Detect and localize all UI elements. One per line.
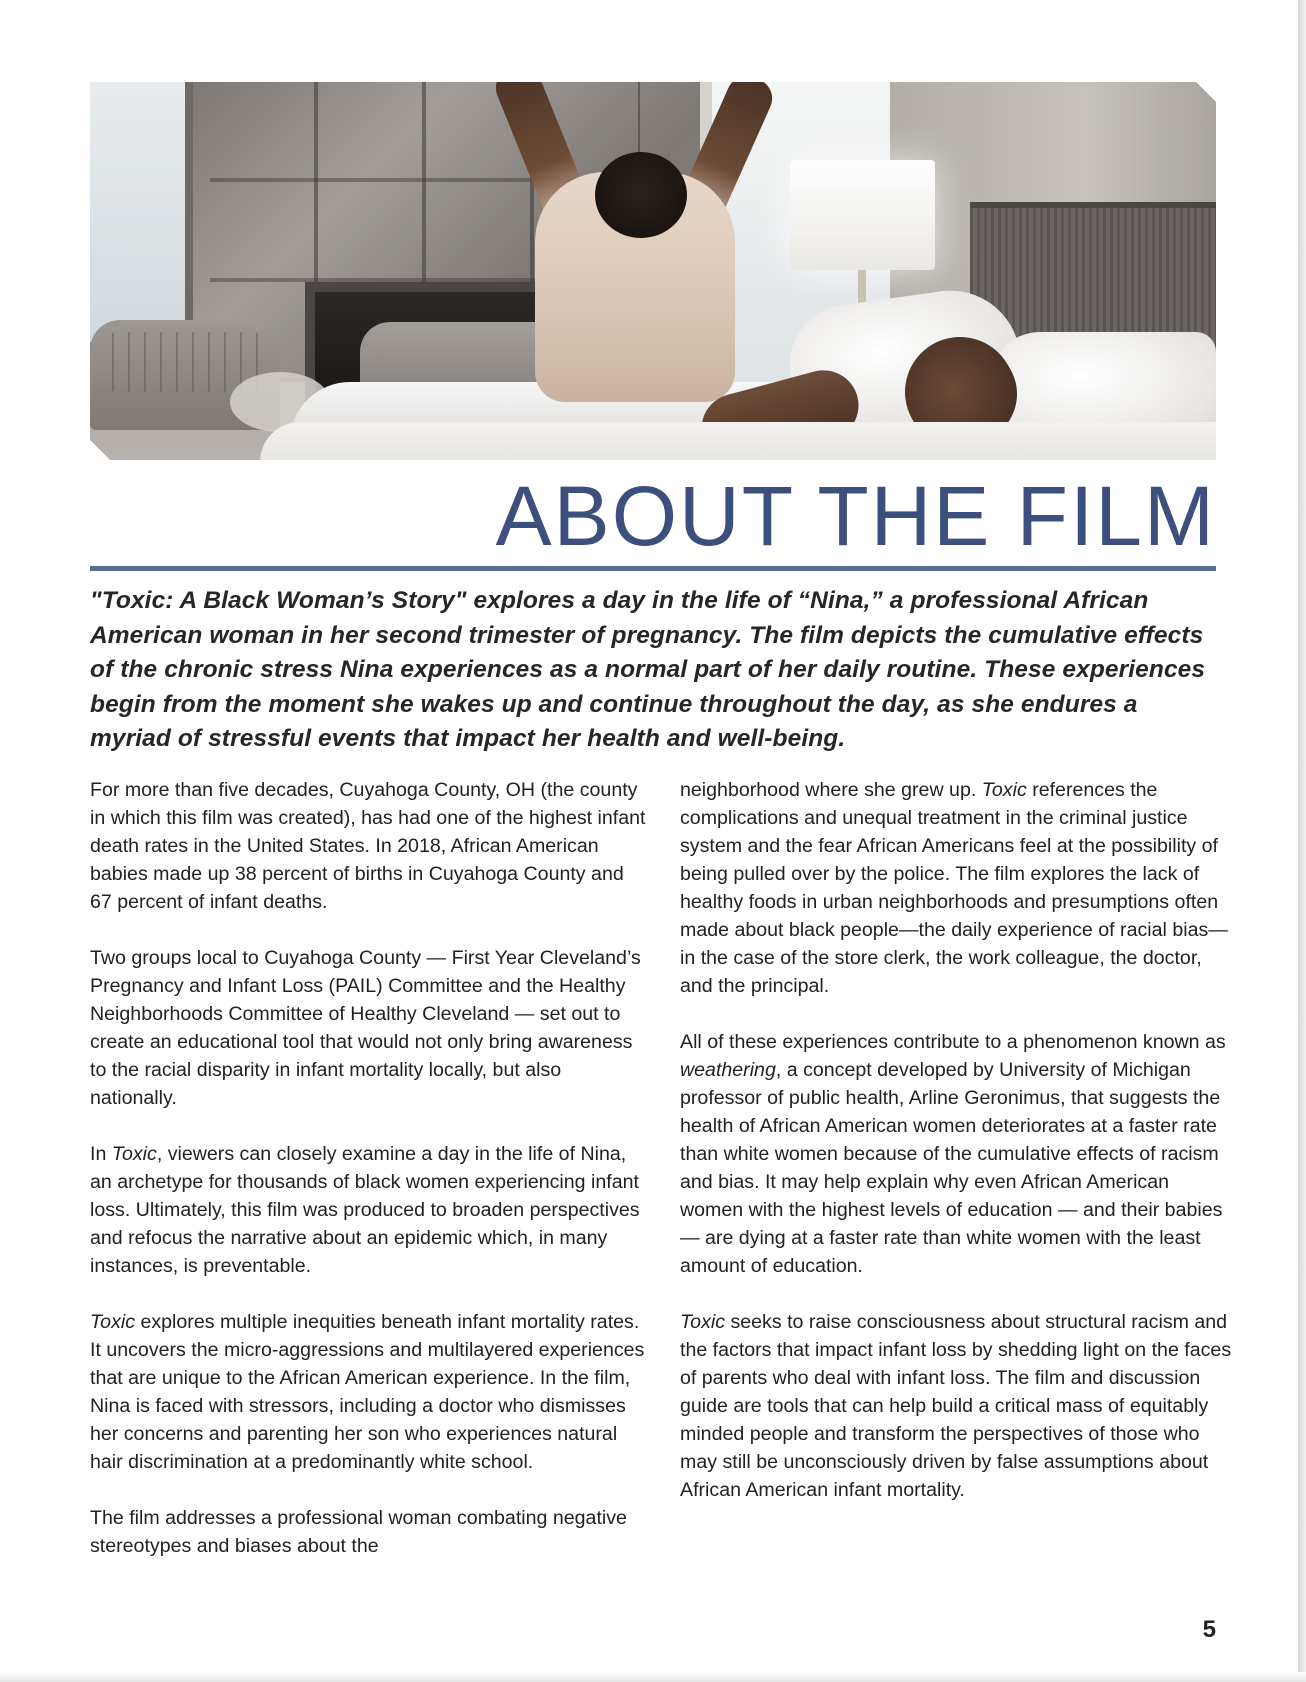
- film-title-italic: Toxic: [90, 1311, 136, 1333]
- text-run: , a concept developed by University of Michigan professor of public health, Arline Geronimus, that suggests the health of African American women deteriorates at a faster rate than white women because of the cumulative effects of racism and bias. It may help explain why even African American women with the highest levels of education — and their babies — are dying at a faster rate than white women with the least amount of education.: [680, 1059, 1223, 1277]
- right-paragraph-2: [680, 1028, 1236, 1280]
- hero-lamp-shade: [790, 160, 935, 270]
- hero-window-left: [90, 82, 193, 342]
- left-paragraph-2: Two groups local to Cuyahoga County — First Year Cleveland’s Pregnancy and Infant Loss (PAIL) Committee and the Healthy Neighborhoods Committee of Healthy Cleveland — set out to create an educational tool that would not only bring awareness to the racial disparity in infant mortality locally, but also nationally.: [90, 947, 641, 1109]
- page-title: ABOUT THE FILM: [495, 469, 1216, 563]
- page-edge-shadow: [1298, 0, 1306, 1682]
- left-paragraph-5: The film addresses a professional woman combating negative stereotypes and biases about the: [90, 1507, 627, 1557]
- text-run: All of these experiences contribute to a phenomenon known as: [680, 1031, 1226, 1053]
- text-run: neighborhood where she grew up.: [680, 779, 982, 801]
- page-number: 5: [1202, 1616, 1216, 1643]
- left-column: [90, 776, 650, 1588]
- page-bottom-shadow: [0, 1672, 1306, 1682]
- left-paragraph-4: [90, 1308, 650, 1476]
- text-run: , viewers can closely examine a day in the life of Nina, an archetype for thousands of black women experiencing infant loss. Ultimately, this film was produced to broaden perspectives and refocus the narrative about an epidemic which, in many instances, is preventable.: [90, 1143, 640, 1277]
- text-run: references the complications and unequal treatment in the criminal justice system and the fear African Americans feel at the possibility of being pulled over by the police. The film explores the lack of healthy foods in urban neighborhoods and presumptions often made about black people—the daily experience of racial bias—in the case of the store clerk, the work colleague, the doctor, and the principal.: [680, 779, 1228, 997]
- hero-sheet: [260, 422, 1216, 460]
- film-title-italic: Toxic: [981, 779, 1027, 801]
- right-paragraph-3: [680, 1308, 1236, 1504]
- right-paragraph-1: [680, 776, 1236, 1000]
- hero-woman-head: [595, 152, 687, 238]
- film-title-italic: Toxic: [111, 1143, 157, 1165]
- text-run: In: [90, 1143, 112, 1165]
- right-column: [680, 776, 1236, 1532]
- hero-image: [90, 82, 1216, 460]
- intro-paragraph: "Toxic: A Black Woman’s Story" explores a day in the life of “Nina,” a professional African American woman in her second trimester of pregnancy. The film depicts the cumulative effects of the chronic stress Nina experiences as a normal part of her daily routine. These experiences begin from the moment she wakes up and continue throughout the day, as she endures a myriad of stressful events that impact her health and well-being.: [90, 587, 1206, 752]
- left-paragraph-3: [90, 1140, 650, 1280]
- text-run: seeks to raise consciousness about structural racism and the factors that impact infant loss by shedding light on the faces of parents who deal with infant loss. The film and discussion guide are tools that can help build a critical mass of equitably minded people and transform the perspectives of those who may still be unconsciously driven by false assumptions about African American infant mortality.: [680, 1311, 1232, 1501]
- title-divider: [90, 566, 1216, 571]
- left-paragraph-1: For more than five decades, Cuyahoga County, OH (the county in which this film was created), has had one of the highest infant death rates in the United States. In 2018, African American babies made up 38 percent of births in Cuyahoga County and 67 percent of infant deaths.: [90, 779, 646, 913]
- weathering-term-italic: weathering: [680, 1059, 776, 1081]
- film-title-italic: Toxic: [680, 1311, 726, 1333]
- text-run: explores multiple inequities beneath infant mortality rates. It uncovers the micro-aggressions and multilayered experiences that are unique to the African American experience. In the film, Nina is faced with stressors, including a doctor who dismisses her concerns and parenting her son who experiences natural hair discrimination at a predominantly white school.: [90, 1311, 645, 1473]
